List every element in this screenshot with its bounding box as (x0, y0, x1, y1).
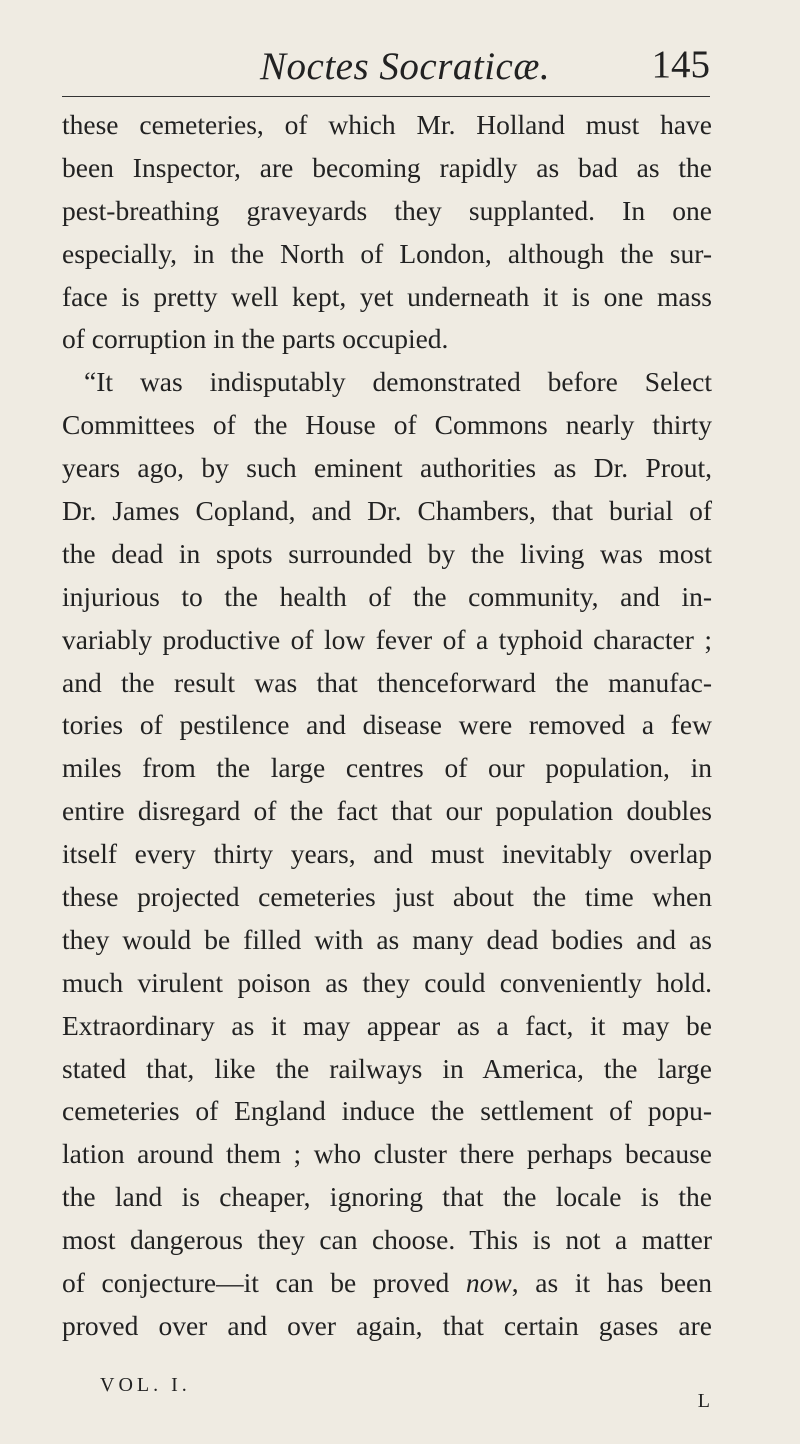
text-line: the land is cheaper, ignoring that the locale is the (62, 1181, 712, 1213)
page-footer (100, 1374, 710, 1424)
text-segment: , as it has been (511, 1267, 712, 1299)
text-line: itself every thirty years, and must inevitably overlap (62, 838, 712, 870)
text-line: lation around them ; who cluster there perhaps because (62, 1138, 712, 1170)
text-line: variably productive of low fever of a typhoid character ; (62, 623, 712, 655)
text-line: miles from the large centres of our population, in (62, 752, 712, 784)
text-line: most dangerous they can choose. This is not a matter (62, 1224, 712, 1256)
text-line: these cemeteries, of which Mr. Holland must have (62, 109, 712, 140)
text-line: and the result was that thenceforward the manufac- (62, 666, 712, 698)
text-line: much virulent poison as they could conveniently hold. (62, 966, 712, 998)
text-line: face is pretty well kept, yet underneath it is one mass (62, 280, 712, 312)
text-line (62, 1262, 712, 1305)
text-line: Extraordinary as it may appear as a fact, it may be (62, 1009, 712, 1041)
text-line: cemeteries of England induce the settlement of popu- (62, 1095, 712, 1127)
body-text (62, 104, 712, 1348)
sheet-mark: L (697, 1390, 710, 1412)
running-title: Noctes Socraticæ. (260, 45, 551, 88)
text-line: pest-breathing graveyards they supplanted. In one (62, 194, 712, 226)
text-line: been Inspector, are becoming rapidly as bad as the (62, 151, 712, 183)
text-line: injurious to the health of the community, and in- (62, 580, 712, 612)
page-number: 145 (651, 43, 710, 86)
text-line: tories of pestilence and disease were removed a few (62, 709, 712, 741)
text-line: stated that, like the railways in America, the large (62, 1052, 712, 1084)
text-line: Dr. James Copland, and Dr. Chambers, that burial of (62, 495, 712, 527)
text-line: of corruption in the parts occupied. (62, 323, 449, 355)
running-head (60, 30, 720, 88)
italic-word: now (465, 1267, 512, 1299)
signature-mark: VOL. I. (100, 1374, 191, 1396)
text-line: entire disregard of the fact that our population doubles (62, 795, 712, 827)
text-line: the dead in spots surrounded by the living was most (62, 537, 712, 569)
text-line: they would be filled with as many dead bodies and as (62, 923, 712, 955)
text-line: proved over and over again, that certain gases are (62, 1309, 712, 1341)
text-line: years ago, by such eminent authorities as Dr. Prout, (62, 452, 712, 484)
text-line: especially, in the North of London, although the sur- (62, 237, 712, 269)
text-line: Committees of the House of Commons nearly thirty (62, 409, 712, 441)
text-line: these projected cemeteries just about the time when (62, 881, 712, 913)
text-line: “It was indisputably demonstrated before Select (84, 366, 712, 398)
text-segment: of conjecture—it can be proved (62, 1267, 466, 1299)
header-rule (62, 96, 710, 97)
